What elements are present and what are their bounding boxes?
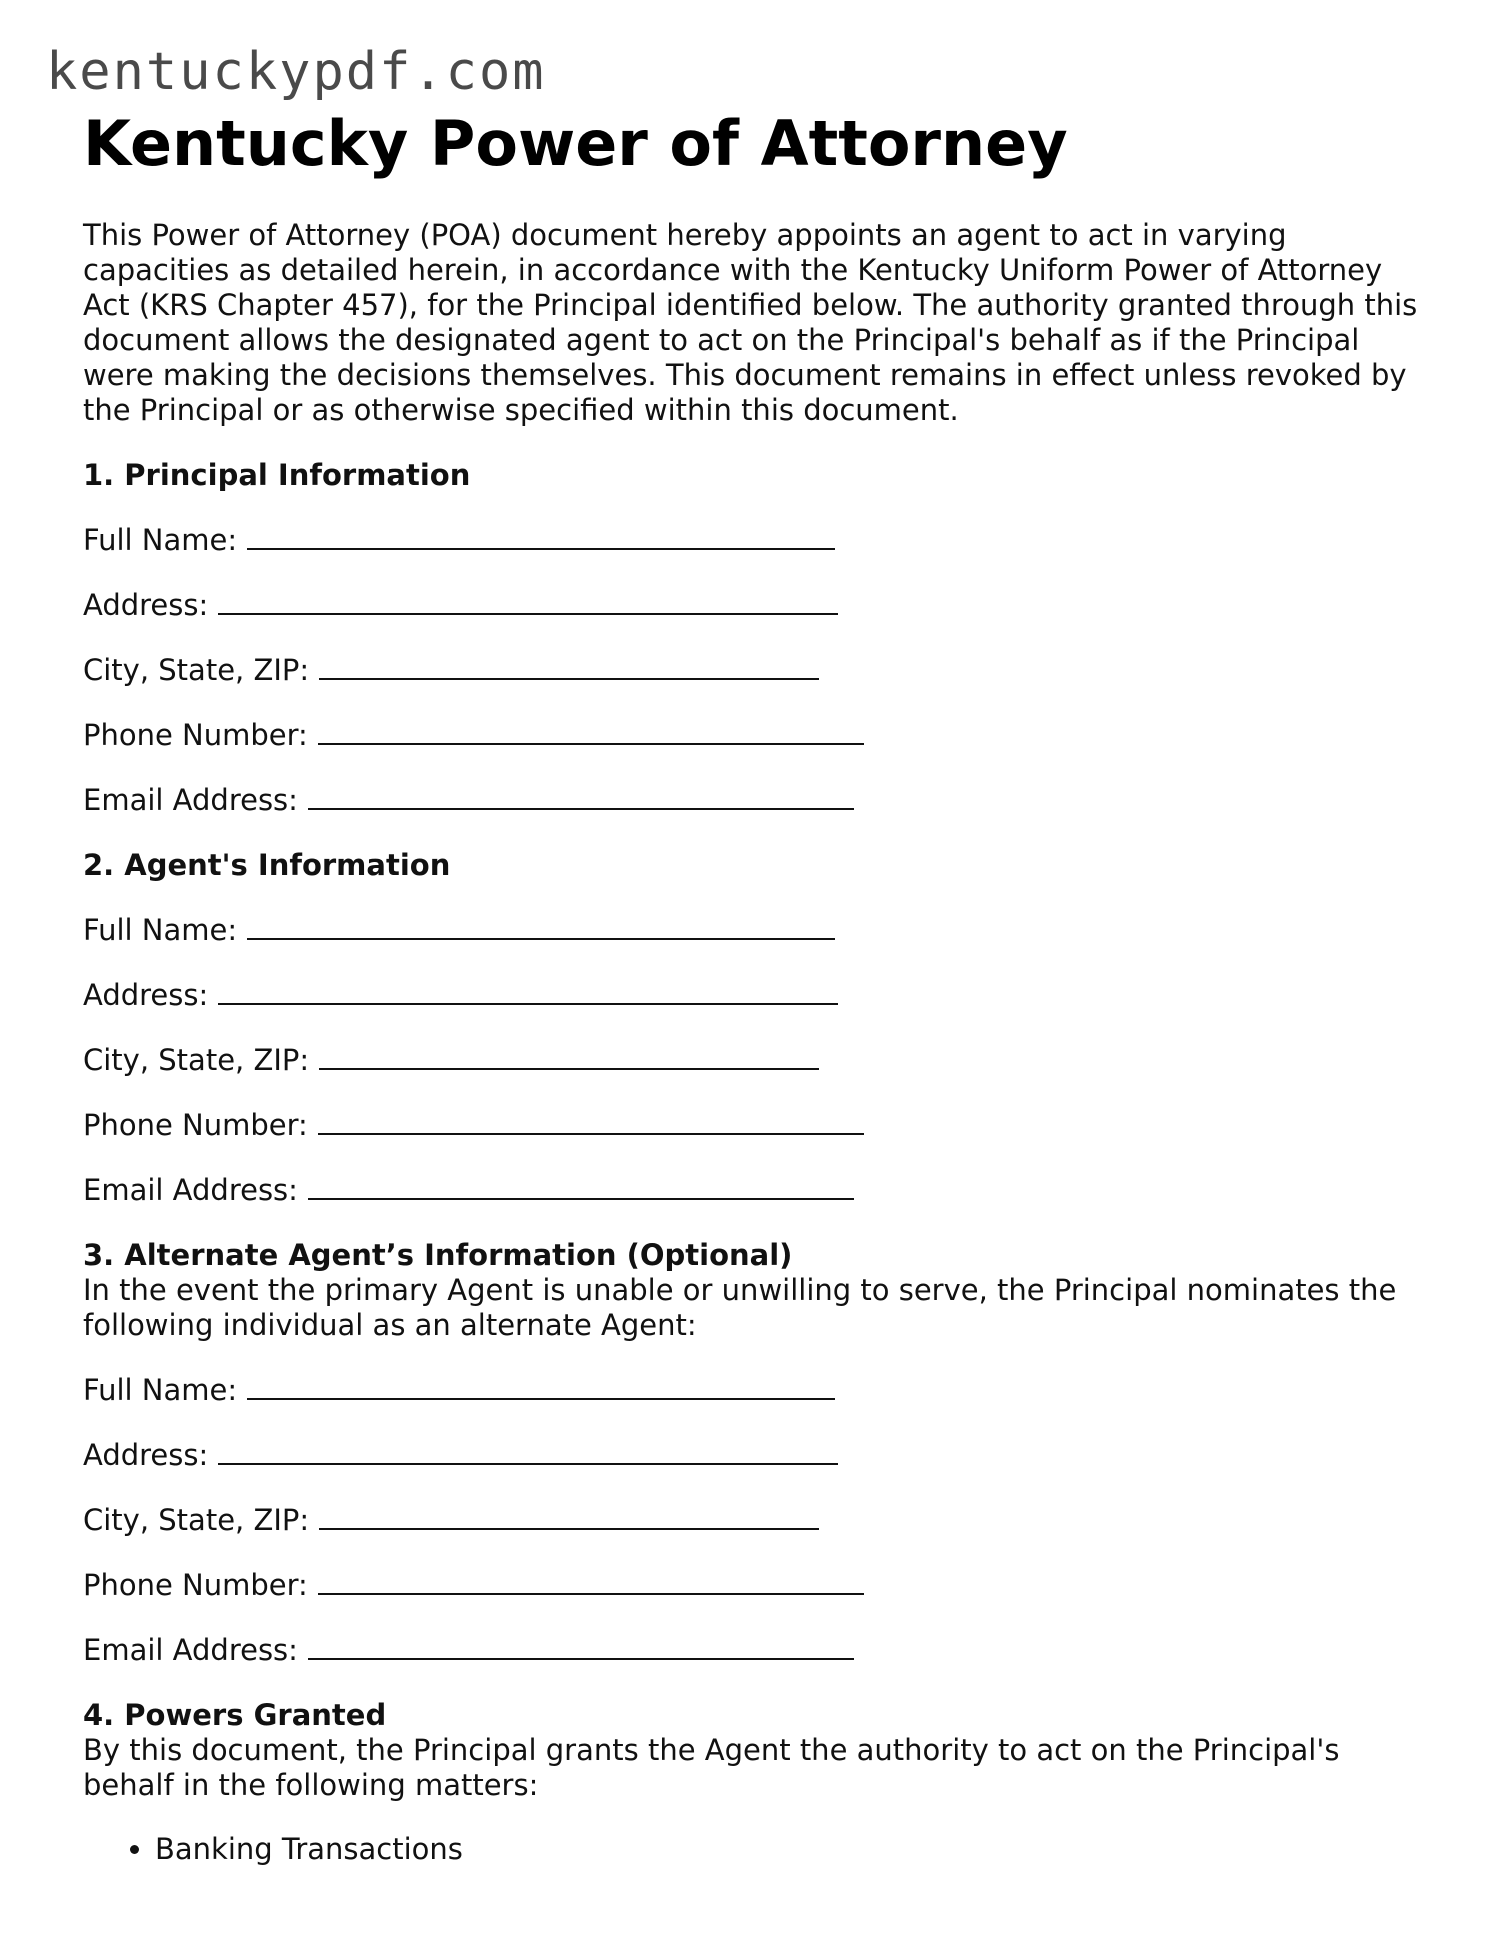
- alternate-phone-blank[interactable]: [318, 1567, 864, 1595]
- alternate-email-field: [83, 1632, 1423, 1668]
- principal-full-name-field: [83, 522, 1423, 558]
- powers-heading: 4. Powers Granted: [83, 1698, 387, 1732]
- alternate-full-name-blank[interactable]: [247, 1372, 835, 1400]
- agent-phone-blank[interactable]: [318, 1107, 864, 1135]
- alternate-email-blank[interactable]: [308, 1632, 854, 1660]
- agent-heading: 2. Agent's Information: [83, 848, 451, 882]
- alternate-address-field: [83, 1437, 1423, 1473]
- principal-section: [83, 458, 1423, 818]
- principal-phone-blank[interactable]: [318, 717, 864, 745]
- principal-heading: 1. Principal Information: [83, 458, 471, 492]
- agent-full-name-field: [83, 912, 1423, 948]
- field-label: Full Name:: [83, 523, 238, 557]
- watermark-text: kentuckypdf.com: [46, 42, 546, 102]
- principal-city-field: [83, 652, 1423, 688]
- agent-section: [83, 848, 1423, 1208]
- alternate-full-name-field: [83, 1372, 1423, 1408]
- principal-email-blank[interactable]: [308, 782, 854, 810]
- principal-full-name-blank[interactable]: [247, 522, 835, 550]
- agent-email-blank[interactable]: [308, 1172, 854, 1200]
- alternate-agent-section: [83, 1238, 1423, 1668]
- document-body: [83, 108, 1423, 1867]
- field-label: Address:: [83, 588, 209, 622]
- field-label: Email Address:: [83, 1633, 298, 1667]
- principal-email-field: [83, 782, 1423, 818]
- powers-description: By this document, the Principal grants the Agent the authority to act on the Principal's behalf in the following matters:: [83, 1733, 1340, 1802]
- intro-paragraph: This Power of Attorney (POA) document hereby appoints an agent to act in varying capacities as detailed herein, in accordance with the Kentucky Uniform Power of Attorney Act (KRS Chapter 457), for the Principal identified below. The authority granted through this document allows the designated agent to act on the Principal's behalf as if the Principal were making the decisions themselves. This document remains in effect unless revoked by the Principal or as otherwise specified within this document.: [83, 218, 1418, 427]
- field-label: Email Address:: [83, 1173, 298, 1207]
- field-label: Full Name:: [83, 1373, 238, 1407]
- field-label: City, State, ZIP:: [83, 653, 310, 687]
- principal-address-field: [83, 587, 1423, 623]
- alternate-agent-heading: 3. Alternate Agent’s Information (Optional): [83, 1238, 793, 1272]
- principal-city-blank[interactable]: [319, 652, 819, 680]
- agent-phone-field: [83, 1107, 1423, 1143]
- field-label: Phone Number:: [83, 718, 308, 752]
- alternate-address-blank[interactable]: [218, 1437, 838, 1465]
- list-item: • Banking Transactions: [155, 1832, 1423, 1867]
- field-label: Full Name:: [83, 913, 238, 947]
- alternate-phone-field: [83, 1567, 1423, 1603]
- alternate-city-field: [83, 1502, 1423, 1538]
- powers-section: [83, 1698, 1423, 1867]
- agent-email-field: [83, 1172, 1423, 1208]
- field-label: Phone Number:: [83, 1568, 308, 1602]
- field-label: Address:: [83, 1438, 209, 1472]
- alternate-city-blank[interactable]: [319, 1502, 819, 1530]
- agent-address-blank[interactable]: [218, 977, 838, 1005]
- agent-city-field: [83, 1042, 1423, 1078]
- agent-city-blank[interactable]: [319, 1042, 819, 1070]
- field-label: Address:: [83, 978, 209, 1012]
- agent-address-field: [83, 977, 1423, 1013]
- field-label: Email Address:: [83, 783, 298, 817]
- field-label: City, State, ZIP:: [83, 1503, 310, 1537]
- alternate-agent-description: In the event the primary Agent is unable or unwilling to serve, the Principal nominates the following individual as an alternate Agent:: [83, 1273, 1397, 1342]
- powers-list: [83, 1832, 1423, 1867]
- principal-address-blank[interactable]: [218, 587, 838, 615]
- document-title: Kentucky Power of Attorney: [83, 107, 1068, 180]
- principal-phone-field: [83, 717, 1423, 753]
- field-label: Phone Number:: [83, 1108, 308, 1142]
- field-label: City, State, ZIP:: [83, 1043, 310, 1077]
- agent-full-name-blank[interactable]: [247, 912, 835, 940]
